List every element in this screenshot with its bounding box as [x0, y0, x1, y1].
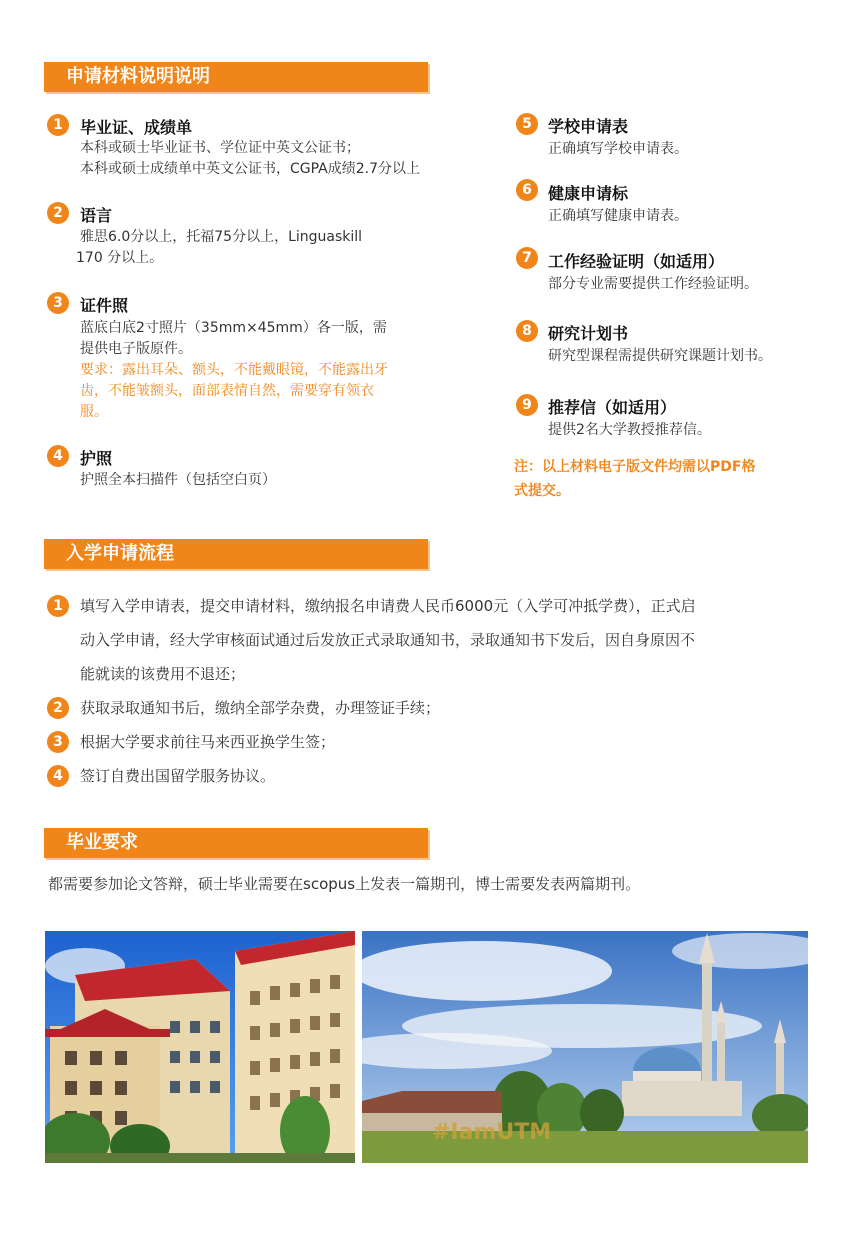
section-header-process: 入学申请流程: [44, 539, 428, 569]
item-title: 工作经验证明（如适用）: [548, 252, 725, 271]
item-text: 蓝底白底2寸照片（35mm×45mm）各一版，需 提供电子版原件。 要求：露出耳朵、额头，不能戴眼镜，不能露出牙 齿，不能皱额头，面部表情自然，需要穿有领衣 服。: [80, 320, 388, 420]
item-title: 健康申请标: [548, 184, 629, 203]
item-title: 毕业证、成绩单: [80, 118, 193, 137]
item-text: 提供2名大学教授推荐信。: [548, 422, 711, 438]
campus-mosque-photo: [362, 931, 808, 1163]
number-badge: 2: [47, 697, 69, 719]
number-badge: 3: [47, 731, 69, 753]
item-title: 护照: [80, 449, 113, 468]
item-title: 学校申请表: [548, 117, 629, 136]
section-header-materials: 申请材料说明说明: [44, 62, 428, 92]
number-badge: 1: [47, 595, 69, 617]
item-text: 雅思6.0分以上，托福75分以上，Linguaskill 170 分以上。: [76, 229, 363, 266]
item-title: 语言: [80, 206, 113, 225]
number-badge: 3: [47, 292, 69, 314]
step-text: 获取录取通知书后，缴纳全部学杂费，办理签证手续；: [80, 699, 441, 717]
item-text: 本科或硕士毕业证书、学位证中英文公证书； 本科或硕士成绩单中英文公证书，CGPA成绩2.7分以上: [80, 140, 421, 177]
item-text: 研究型课程需提供研究课题计划书。: [548, 348, 772, 364]
number-badge: 6: [516, 179, 538, 201]
number-badge: 8: [516, 320, 538, 342]
step-text: 签订自费出国留学服务协议。: [80, 767, 276, 785]
item-title: 研究计划书: [548, 324, 629, 343]
number-badge: 4: [47, 445, 69, 467]
building-illustration: [45, 931, 355, 1163]
item-title: 证件照: [80, 296, 129, 315]
number-badge: 4: [47, 765, 69, 787]
step-text: 填写入学申请表，提交申请材料，缴纳报名申请费人民币6000元（入学可冲抵学费），正式启 动入学申请，经大学审核面试通过后发放正式录取通知书，录取通知书下发后，因自身原因不 能就读的该费用不退还；: [80, 597, 696, 683]
item-title: 推荐信（如适用）: [548, 398, 677, 417]
number-badge: 7: [516, 247, 538, 269]
item-text: 正确填写学校申请表。: [548, 141, 688, 157]
iamutm-sign: #IamUTM: [432, 1120, 552, 1145]
item-text: 部分专业需要提供工作经验证明。: [548, 276, 758, 292]
number-badge: 9: [516, 394, 538, 416]
graduation-requirement-text: 都需要参加论文答辩，硕士毕业需要在scopus上发表一篇期刊，博士需要发表两篇期刊。: [48, 875, 641, 893]
campus-building-photo: [45, 931, 355, 1163]
materials-note: 注：以上材料电子版文件均需以PDF格 式提交。: [514, 459, 756, 499]
step-text: 根据大学要求前往马来西亚换学生签；: [80, 733, 336, 751]
mosque-illustration: [362, 931, 808, 1163]
item-text: 正确填写健康申请表。: [548, 208, 688, 224]
number-badge: 5: [516, 113, 538, 135]
section-header-graduation: 毕业要求: [44, 828, 428, 858]
number-badge: 2: [47, 202, 69, 224]
item-text: 护照全本扫描件（包括空白页）: [80, 472, 276, 488]
number-badge: 1: [47, 114, 69, 136]
